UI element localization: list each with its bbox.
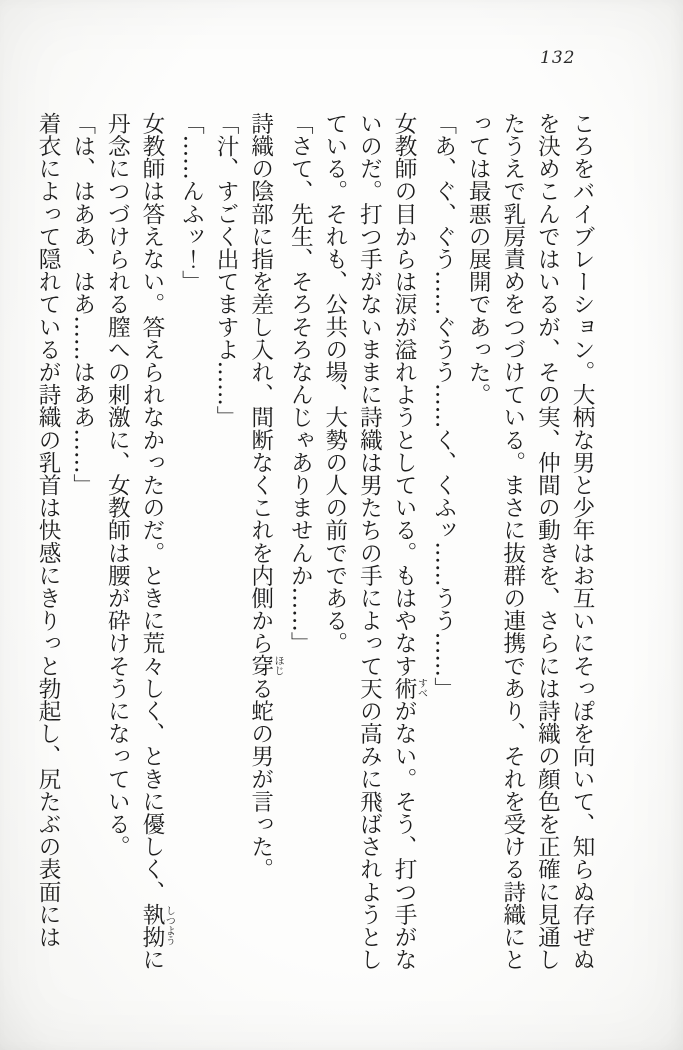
ruby-annotated-word: 穿ほじ [247,654,284,678]
paragraph: ころをバイブレーション。大柄な男と少年はお互いにそっぽを向いて、知らぬ存ぜぬを決めこんではいるが、その実、仲間の動きを、さらには詩織の顔色を正確に見通したうえで乳房責めをつづけている。まさに抜群の連携であり、それを受ける詩織にとっては最悪の展開であった。 [465,112,595,971]
paragraph: 「あ、ぐ、ぐう……ぐうう……く、くふッ……うう……」 [430,112,457,700]
paragraph: 「……んふッ！」 [178,112,205,293]
paragraph: 「さて、先生、そろそろなんじゃありませんか……」 [287,112,314,655]
page-number: 132 [540,48,576,68]
ruby-annotated-word: 術すべ [391,677,427,700]
paragraph: 着衣によって隠れているが詩織の乳首は快感にきりっと勃起し、尻たぶの表面には [35,112,62,949]
paragraph: 女教師の目からは涙が溢れようとしている。もはやなす術すべがない。そう、打つ手がないのだ。打つ手がないままに詩織は男たちの手によって天の高みに飛ばされようとしている。それも、公共の場、大勢の人の前でである。 [321,112,427,971]
paragraph: 「は、はああ、はあ……はああ……」 [69,112,96,497]
paragraph: 女教師は答えない。答えられなかったのだ。ときに荒々しく、ときに優しく、執拗しつように丹念につづけられる膣への刺激に、女教師は腰が砕けそうになっている。 [104,112,175,971]
paragraph: 「汁、すごく出てますよ……」 [213,112,240,429]
ruby-annotated-word: 執拗しつよう [138,903,175,949]
vertical-text-block [31,112,600,978]
paragraph: 詩織の陰部に指を差し入れ、間断なくこれを内側から穿ほじる蛇の男が言った。 [247,112,284,881]
